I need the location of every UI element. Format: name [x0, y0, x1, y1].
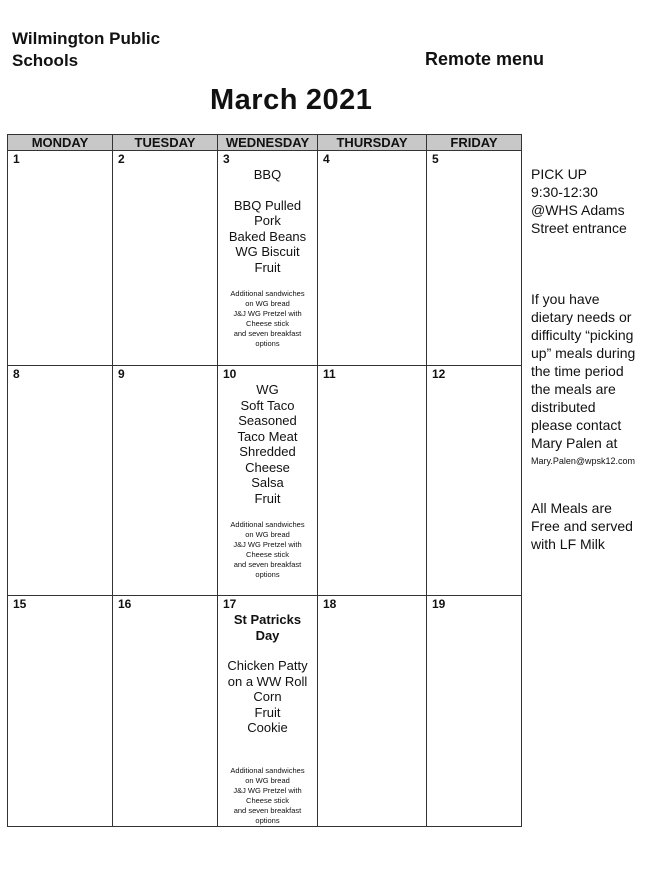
meal-line: Cheese: [245, 459, 290, 475]
day-cell: [8, 366, 113, 596]
day-number: 9: [118, 367, 125, 381]
dietary-line: Mary Palen at: [531, 435, 618, 451]
meal-line: Baked Beans: [228, 228, 307, 244]
week-row: [8, 596, 522, 827]
meal-line: Chicken Patty: [227, 658, 308, 673]
weekday-thursday: THURSDAY: [318, 135, 427, 151]
extra-line: Cheese stick: [246, 550, 289, 559]
day-cell: [427, 151, 522, 366]
extra-line: on WG bread: [245, 775, 290, 785]
day-cell: [8, 596, 113, 827]
day-number: 16: [118, 597, 132, 611]
meal-menu: [218, 167, 317, 275]
weekday-wednesday: WEDNESDAY: [218, 135, 318, 151]
meals-info: [531, 499, 633, 553]
school-district-name: [12, 28, 160, 72]
dietary-line: up” meals during: [531, 345, 636, 361]
calendar-table: [7, 134, 522, 827]
extra-line: options: [255, 815, 280, 825]
extra-line: options: [255, 339, 280, 348]
day-cell: [218, 596, 318, 827]
day-cell: [318, 151, 427, 366]
meal-line: Soft Taco: [240, 397, 295, 413]
day-number: 2: [118, 152, 125, 166]
pickup-line: PICK UP: [531, 166, 588, 182]
day-number: 18: [323, 597, 337, 611]
dietary-line: the meals are: [531, 381, 616, 397]
day-cell: [218, 366, 318, 596]
extra-line: Cheese stick: [246, 319, 289, 328]
pickup-line: Street entrance: [531, 220, 627, 236]
meal-line: on a WW Roll: [227, 673, 308, 689]
meal-menu: [218, 382, 317, 506]
day-number: 5: [432, 152, 439, 166]
extra-line: Cheese stick: [246, 795, 289, 805]
org-line-2: Schools: [12, 51, 79, 70]
additional-options: [218, 520, 317, 580]
extra-line: J&J WG Pretzel with: [233, 540, 302, 549]
day-cell: [8, 151, 113, 366]
additional-options: [218, 289, 317, 349]
day-number: 10: [223, 367, 237, 381]
extra-line: Additional sandwiches: [230, 765, 305, 775]
pickup-line: @WHS Adams: [531, 202, 625, 218]
meal-line: Shredded: [239, 444, 296, 459]
dietary-line: dietary needs or: [531, 309, 632, 325]
additional-options: [218, 766, 317, 826]
year: 2021: [305, 84, 373, 116]
extra-line: and seven breakfast: [233, 560, 302, 569]
day-cell: [318, 366, 427, 596]
extra-line: J&J WG Pretzel with: [233, 309, 302, 318]
meal-line: Corn: [253, 689, 282, 704]
meal-line: Salsa: [251, 475, 284, 490]
day-number: 8: [13, 367, 20, 381]
day-cell: [427, 596, 522, 827]
meals-line: All Meals are: [531, 500, 612, 516]
dietary-line: distributed: [531, 399, 596, 415]
meal-line: BBQ Pulled: [233, 197, 302, 213]
day-number: 3: [223, 152, 230, 166]
dietary-info: [531, 290, 635, 470]
extra-line: Additional sandwiches: [230, 289, 305, 298]
meal-line: Fruit: [254, 259, 281, 275]
month-heading: [210, 84, 372, 117]
weekday-header-row: [8, 135, 522, 151]
day-number: 15: [13, 597, 27, 611]
meal-line: Pork: [254, 213, 281, 228]
week-row: [8, 151, 522, 366]
weekday-monday: MONDAY: [8, 135, 113, 151]
dietary-line: difficulty “picking: [531, 327, 634, 343]
org-line-1: Wilmington Public: [12, 29, 161, 48]
meal-line: Fruit: [254, 490, 281, 506]
pickup-info: [531, 165, 627, 237]
day-number: 1: [13, 152, 20, 166]
day-number: 19: [432, 597, 446, 611]
meal-line: Fruit: [254, 704, 281, 720]
day-cell: [318, 596, 427, 827]
day-cell: [218, 151, 318, 366]
meal-line: Taco Meat: [237, 428, 298, 444]
contact-email[interactable]: Mary.Palen@wpsk12.com: [531, 456, 636, 466]
day-cell: [113, 151, 218, 366]
extra-line: and seven breakfast: [233, 329, 302, 338]
extra-line: on WG bread: [245, 299, 290, 308]
menu-title: Remote menu: [425, 49, 545, 69]
day-number: 12: [432, 367, 446, 381]
extra-line: on WG bread: [245, 530, 290, 539]
holiday-title: St Patricks: [233, 612, 302, 627]
extra-line: J&J WG Pretzel with: [233, 785, 302, 795]
meal-line: WG Biscuit: [235, 244, 300, 259]
pickup-line: 9:30-12:30: [531, 184, 598, 200]
day-number: 11: [323, 367, 336, 381]
dietary-line: please contact: [531, 417, 622, 433]
month-name: March: [210, 84, 298, 116]
extra-line: and seven breakfast: [233, 805, 302, 815]
week-row: [8, 366, 522, 596]
meal-line: Seasoned: [238, 413, 297, 428]
meal-line: BBQ: [253, 167, 282, 182]
meal-line: Cookie: [247, 720, 288, 735]
meal-line: WG: [256, 382, 279, 397]
meal-menu: [218, 612, 317, 736]
dietary-line: the time period: [531, 363, 624, 379]
meals-line: Free and served: [531, 518, 633, 534]
weekday-tuesday: TUESDAY: [113, 135, 218, 151]
day-cell: [427, 366, 522, 596]
extra-line: options: [255, 570, 280, 579]
day-cell: [113, 596, 218, 827]
extra-line: Additional sandwiches: [230, 520, 305, 529]
day-number: 4: [323, 152, 330, 166]
day-number: 17: [223, 597, 237, 611]
weekday-friday: FRIDAY: [427, 135, 522, 151]
day-cell: [113, 366, 218, 596]
meals-line: with LF Milk: [531, 536, 605, 552]
dietary-line: If you have: [531, 291, 600, 307]
holiday-title: Day: [255, 627, 280, 643]
